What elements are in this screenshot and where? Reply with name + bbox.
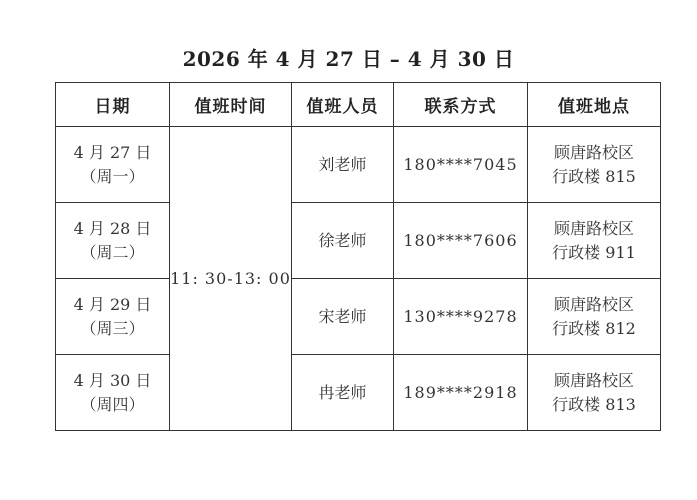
weekday-text: （周四）	[80, 394, 145, 414]
location-room: 行政楼 813	[552, 394, 636, 414]
location-campus: 顾唐路校区	[553, 294, 634, 314]
location-room: 行政楼 911	[552, 242, 636, 262]
location-campus: 顾唐路校区	[553, 218, 634, 238]
staff-cell: 刘老师	[292, 127, 394, 203]
date-cell	[56, 355, 170, 431]
weekday-text: （周三）	[80, 318, 145, 338]
table-row	[56, 279, 661, 355]
location-cell	[528, 203, 661, 279]
weekday-text: （周二）	[80, 242, 145, 262]
header-location: 值班地点	[528, 83, 661, 127]
date-cell	[56, 127, 170, 203]
table-row	[56, 355, 661, 431]
phone-cell: 130****9278	[394, 279, 528, 355]
schedule-title: 2026 年 4 月 27 日 – 4 月 30 日	[182, 47, 515, 71]
location-cell	[528, 127, 661, 203]
table-row	[56, 203, 661, 279]
phone-cell: 180****7045	[394, 127, 528, 203]
duty-table	[55, 82, 661, 431]
staff-cell: 徐老师	[292, 203, 394, 279]
date-cell	[56, 203, 170, 279]
staff-cell: 宋老师	[292, 279, 394, 355]
table-row	[56, 127, 661, 203]
table-header-row	[56, 83, 661, 127]
location-campus: 顾唐路校区	[553, 370, 634, 390]
phone-cell: 180****7606	[394, 203, 528, 279]
date-text: 4 月 28 日	[73, 218, 152, 238]
date-text: 4 月 30 日	[73, 370, 152, 390]
location-room: 行政楼 815	[552, 166, 636, 186]
location-room: 行政楼 812	[552, 318, 636, 338]
header-contact: 联系方式	[394, 83, 528, 127]
duty-time-cell: 11: 30-13: 00	[170, 127, 292, 431]
location-campus: 顾唐路校区	[553, 142, 634, 162]
header-time: 值班时间	[170, 83, 292, 127]
date-text: 4 月 29 日	[73, 294, 152, 314]
location-cell	[528, 279, 661, 355]
header-date: 日期	[56, 83, 170, 127]
staff-cell: 冉老师	[292, 355, 394, 431]
header-staff: 值班人员	[292, 83, 394, 127]
weekday-text: （周一）	[80, 166, 145, 186]
phone-cell: 189****2918	[394, 355, 528, 431]
date-text: 4 月 27 日	[73, 142, 152, 162]
date-cell	[56, 279, 170, 355]
location-cell	[528, 355, 661, 431]
